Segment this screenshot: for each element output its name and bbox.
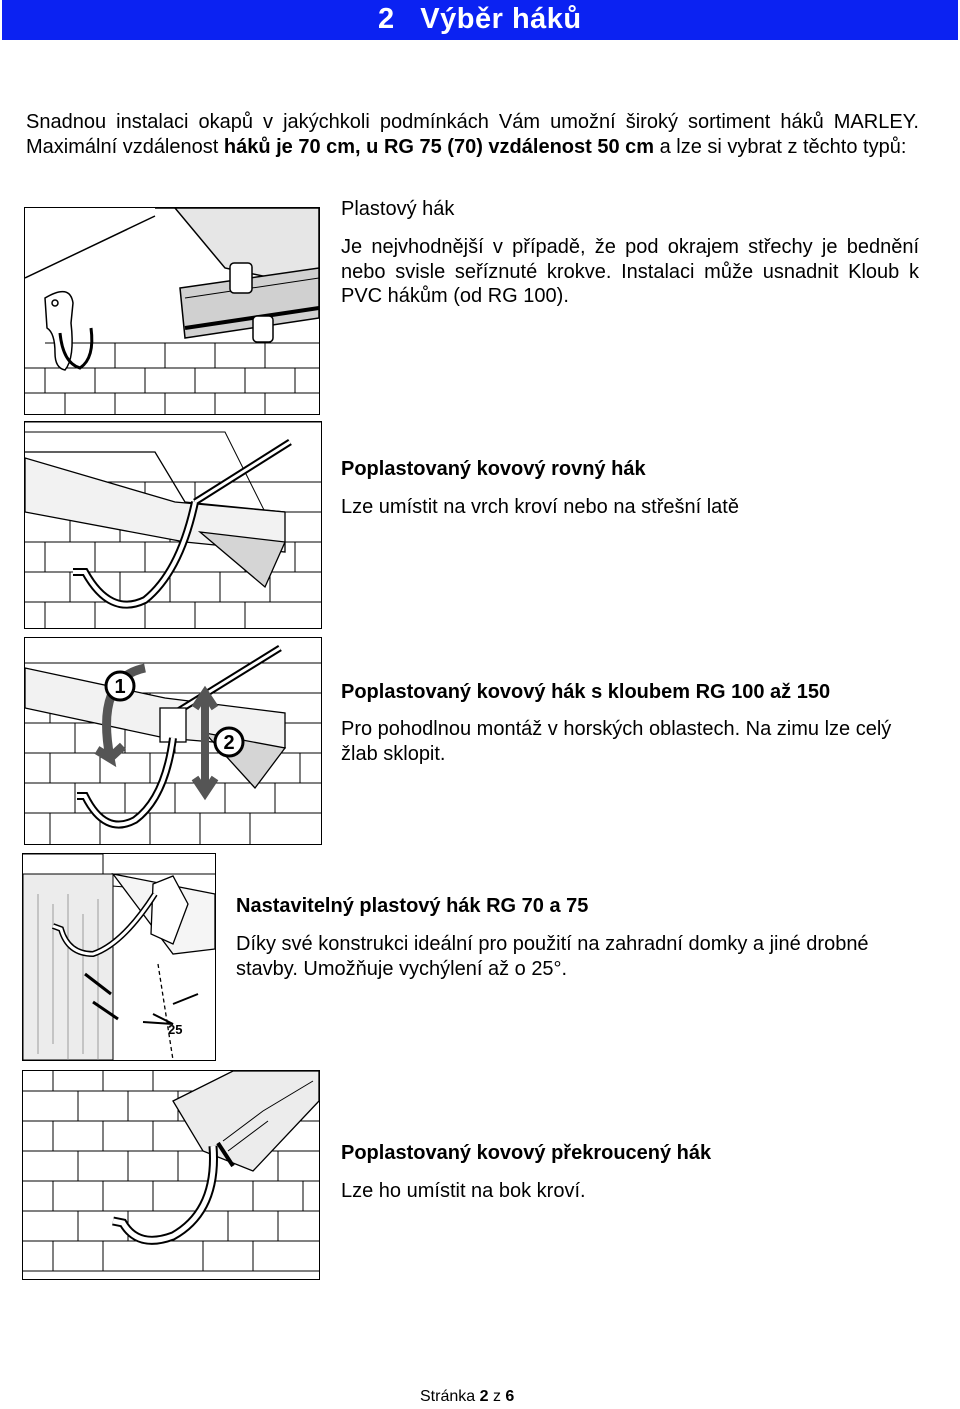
- adjustable-plastic-hook-drawing: [23, 854, 215, 1060]
- section-title-adjustable-plastic-hook: Nastavitelný plastový hák RG 70 a 75: [236, 895, 589, 917]
- section-title-twisted-metal-hook: Poplastovaný kovový překroucený hák: [341, 1142, 712, 1164]
- adjustable-plastic-hook-figure: [22, 853, 216, 1061]
- footer-label: Stránka: [420, 1388, 480, 1405]
- twisted-metal-hook-drawing: [23, 1071, 319, 1279]
- section-body-hinged-metal-hook: Pro pohodlnou montáž v horských oblastech. Na zimu lze celý žlab sklopit.: [341, 718, 892, 765]
- page-footer: [420, 1388, 514, 1406]
- section-body-plastic-hook: Je nejvhodnější v případě, že pod okrajem střechy je bednění nebo svisle seříznuté krokve. Instalaci může usnadnit Kloub k PVC hákům (od RG 100).: [341, 236, 919, 307]
- section-title-plastic-hook: Plastový hák: [341, 198, 455, 220]
- intro-bold-text: háků je 70 cm, u RG 75 (70) vzdálenost 50 cm: [223, 135, 655, 158]
- twisted-metal-hook-figure: [22, 1070, 320, 1280]
- section-body-adjustable-plastic-hook: Díky své konstrukci ideální pro použití na zahradní domky a jiné drobné stavby. Umožňuje vychýlení až o 25°.: [236, 933, 869, 980]
- section-body-twisted-metal-hook: Lze ho umístit na bok kroví.: [341, 1180, 586, 1202]
- footer-page-total: 6: [505, 1388, 515, 1405]
- straight-metal-hook-drawing: [25, 422, 321, 628]
- plastic-hook-figure: [24, 207, 320, 415]
- straight-metal-hook-figure: [24, 421, 322, 629]
- intro-text-1: Snadnou instalaci okapů v jakýchkoli podmínkách Vám umožní široký sortiment háků MARLEY. Maximální vzdálenost: [26, 111, 919, 158]
- section-title-hinged-metal-hook: Poplastovaný kovový hák s kloubem RG 100 až 150: [341, 681, 831, 703]
- section-title-straight-metal-hook: Poplastovaný kovový rovný hák: [341, 458, 646, 480]
- hinged-metal-hook-figure: [24, 637, 322, 845]
- intro-text-2: a lze si vybrat z těchto typů:: [654, 135, 907, 158]
- hinged-metal-hook-drawing: [25, 638, 321, 844]
- footer-page-number: 2: [479, 1388, 489, 1405]
- plastic-hook-drawing: [25, 208, 319, 414]
- step-1-label: 1: [114, 676, 126, 698]
- angle-25-label: 25: [168, 1022, 183, 1037]
- footer-separator: z: [488, 1388, 506, 1405]
- chapter-title: 2 Výběr háků: [378, 3, 582, 35]
- intro-paragraph: [26, 110, 919, 159]
- step-2-label: 2: [223, 732, 235, 754]
- section-body-straight-metal-hook: Lze umístit na vrch kroví nebo na střešní latě: [341, 496, 739, 518]
